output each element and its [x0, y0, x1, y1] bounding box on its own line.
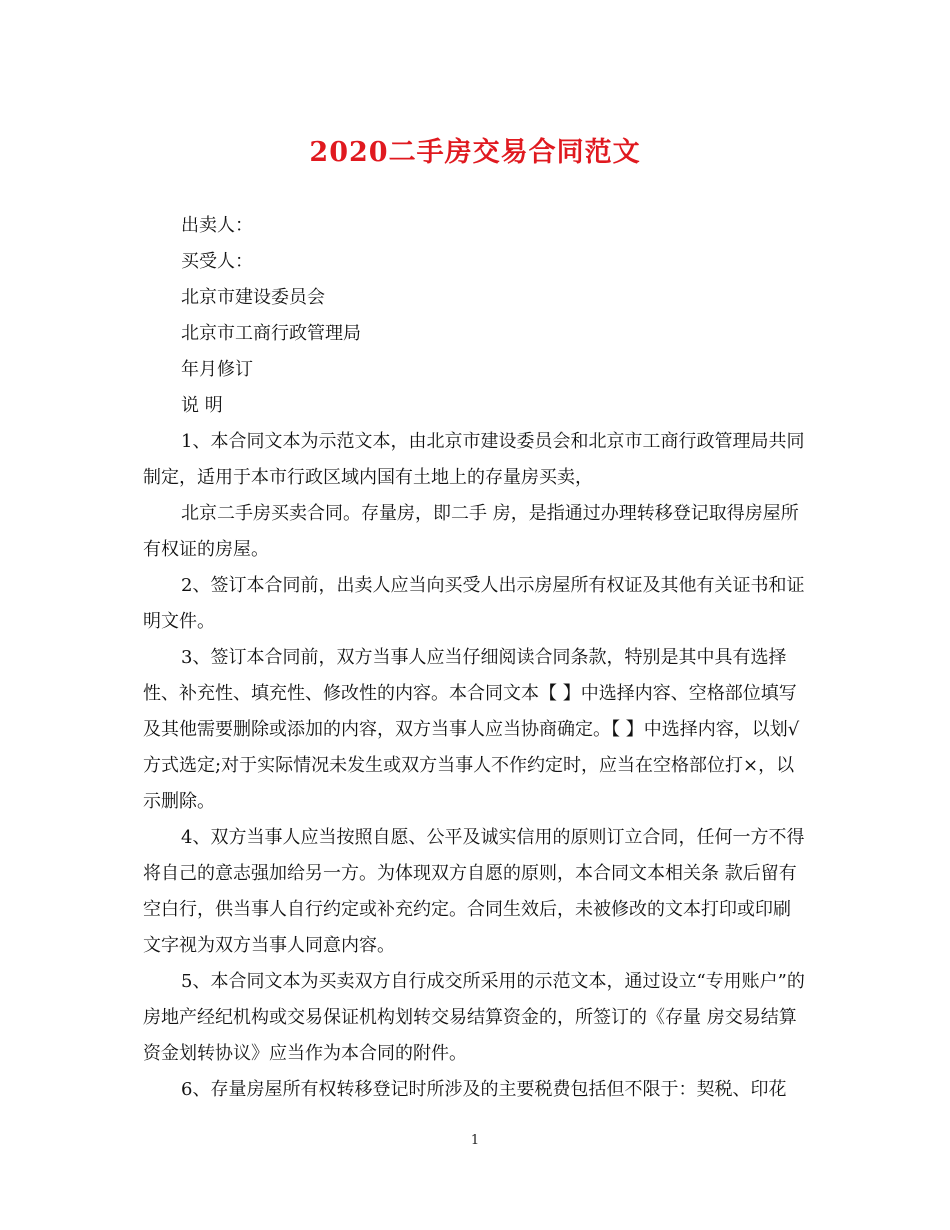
clause-2: 2、签订本合同前，出卖人应当向买受人出示房屋所有权证及其他有关证书和证明文件。 [143, 575, 805, 632]
issuer-construction-committee: 北京市建设委员会 [181, 287, 325, 308]
revision-date-line: 年月修订 [181, 359, 253, 380]
document-body [143, 208, 808, 1108]
page-number: 1 [470, 1133, 480, 1148]
clause-3: 3、签订本合同前，双方当事人应当仔细阅读合同条款，特别是其中具有选择性、补充性、填充性、修改性的内容。本合同文本【 】中选择内容、空格部位填写及其他需要删除或添加的内容，双方当事人应当协商确定。【 】中选择内容，以划√方式选定;对于实际情况未发生或双方当事人不作约定时，应当在空格部位打×，以示删除。 [143, 647, 800, 812]
clause-1: 1、本合同文本为示范文本，由北京市建设委员会和北京市工商行政管理局共同制定，适用于本市行政区域内国有土地上的存量房买卖， [143, 431, 805, 488]
seller-line: 出卖人： [181, 215, 253, 236]
clause-5: 5、本合同文本为买卖双方自行成交所采用的示范文本，通过设立“专用账户”的房地产经纪机构或交易保证机构划转交易结算资金的，所签订的《存量 房交易结算资金划转协议》应当作为本合同的附件。 [143, 971, 805, 1064]
document-title: 2020二手房交易合同范文 [309, 137, 641, 168]
instructions-heading: 说 明 [181, 395, 223, 416]
clause-4: 4、双方当事人应当按照自愿、公平及诚实信用的原则订立合同，任何一方不得将自己的意志强加给另一方。为体现双方自愿的原则，本合同文本相关条 款后留有空白行，供当事人自行约定或补充约定。合同生效后，未被修改的文本打印或印刷文字视为双方当事人同意内容。 [143, 827, 805, 956]
clause-6: 6、存量房屋所有权转移登记时所涉及的主要税费包括但不限于：契税、印花 [181, 1079, 787, 1100]
clause-1-continued: 北京二手房买卖合同。存量房，即二手 房，是指通过办理转移登记取得房屋所有权证的房屋。 [143, 503, 799, 560]
buyer-line: 买受人： [181, 251, 253, 272]
issuer-industry-commerce-bureau: 北京市工商行政管理局 [181, 323, 361, 344]
